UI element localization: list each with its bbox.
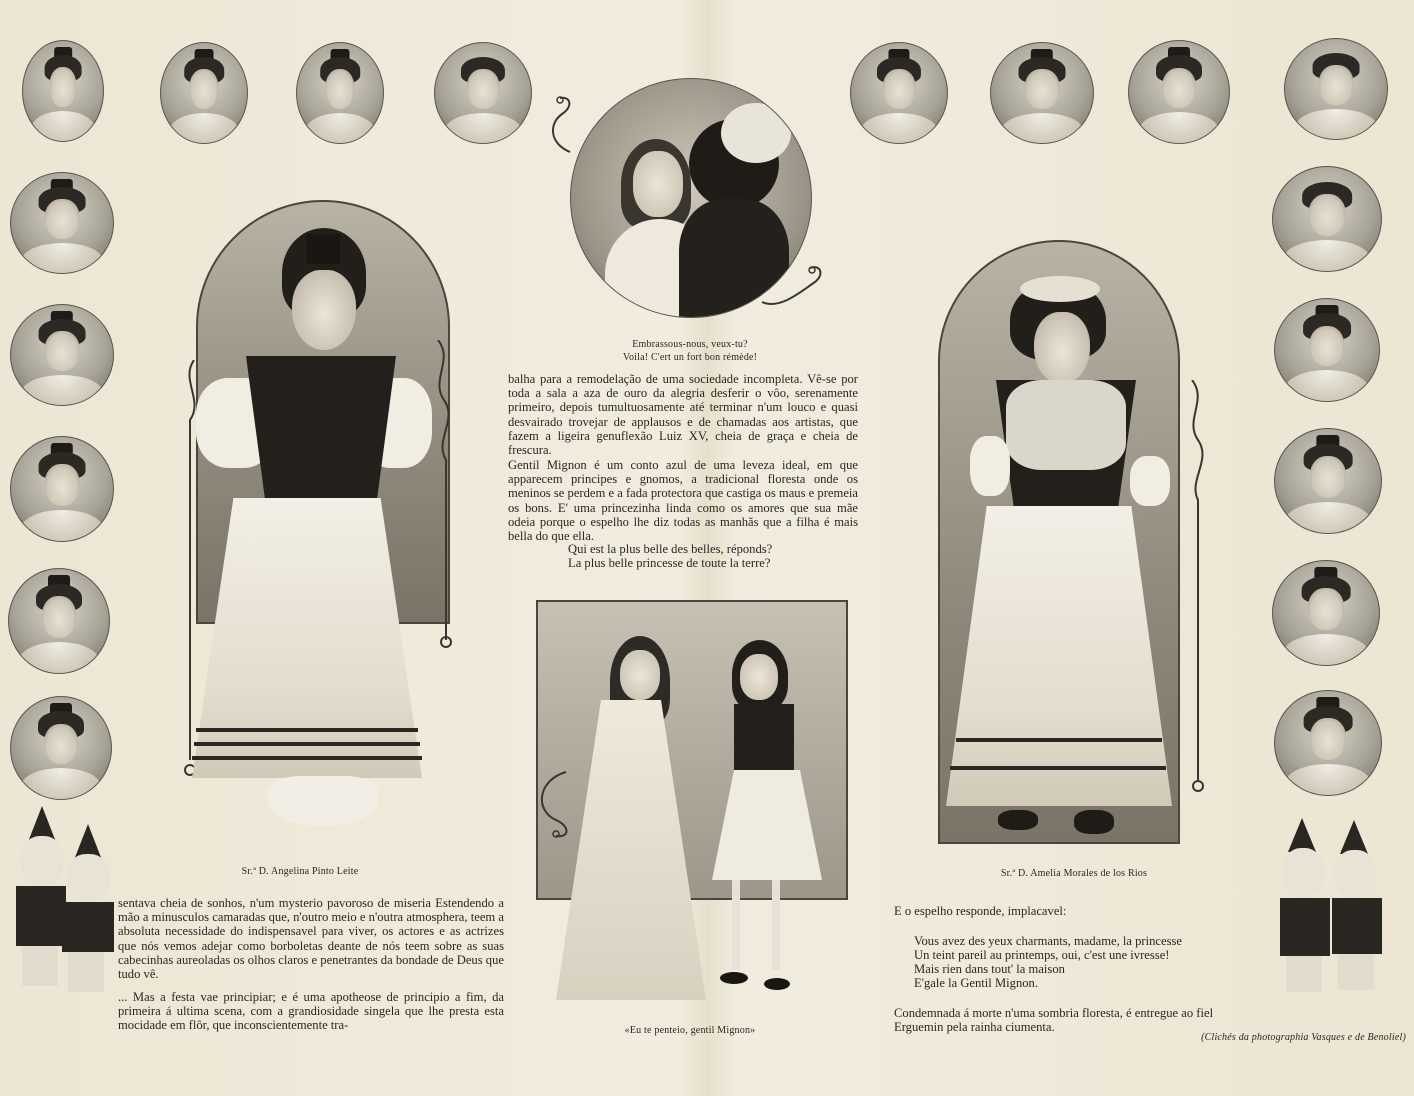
amelia-figure <box>940 276 1180 836</box>
portrait-medallion <box>8 568 110 674</box>
right-verse-line3: Mais rien dans tout' la maison <box>914 962 1065 976</box>
portrait-medallion <box>296 42 384 144</box>
right-portrait-caption: Sr.ª D. Amelia Morales de los Rios <box>1000 868 1148 879</box>
photo-ornament <box>526 770 576 840</box>
portrait-medallion <box>1274 298 1380 402</box>
center-verse-line1: Qui est la plus belle des belles, réponds? <box>568 542 773 556</box>
gnomes-right <box>1274 818 1384 998</box>
scroll-ornament <box>760 262 830 312</box>
right-intro: E o espelho responde, implacavel: <box>894 904 1067 918</box>
portrait-medallion <box>10 304 114 406</box>
gnomes-left <box>8 806 118 996</box>
portrait-medallion <box>10 172 114 274</box>
portrait-medallion <box>1274 690 1382 796</box>
top-center-caption-line2: Voila! C'ert un fort bon rémède! <box>622 352 758 363</box>
portrait-medallion <box>850 42 948 144</box>
center-verse-line2: La plus belle princesse de toute la terre? <box>568 556 771 570</box>
left-paragraph-2: ... Mas a festa vae principiar; e é uma apotheose de principio a fim, da primeira á ultima scena, com a grandiosidade singela que lhe presta esta mocidade em flôr, que inconscientemente tra- <box>118 990 504 1033</box>
scroll-ornament <box>540 94 580 154</box>
portrait-medallion <box>160 42 248 144</box>
portrait-medallion <box>1284 38 1388 140</box>
portrait-medallion <box>10 436 114 542</box>
portrait-medallion <box>990 42 1094 144</box>
right-closing-line1: Condemnada á morte n'uma sombria floresta, é entregue ao fiel <box>894 1006 1214 1020</box>
two-girls-photo <box>536 600 848 1010</box>
center-paragraph-2: Gentil Mignon é um conto azul de uma leveza ideal, em que apparecem principes e gnomos, a tradicional floresta onde os meninos se perdem e a fada protectora que castiga os maus e premeia os bons. E' uma princezinha linda como os amores que sua mãe odeia porque o espelho lhe diz todas as manhãs que a filha é mais bella do que ella. <box>508 458 858 544</box>
portrait-medallion <box>1272 560 1380 666</box>
portrait-medallion <box>10 696 112 800</box>
right-verse-line4: E'gale la Gentil Mignon. <box>914 976 1038 990</box>
left-paragraph-1: sentava cheia de sonhos, n'um mysterio pavoroso de miseria Estendendo a mão a minusculos camaradas que, n'outro meio e n'outra atmosphera, teem a absoluta necessidade do indispensavel para viver, os actores e as actrizes que nós vemos adejar como borboletas deante de nós teem sobre as suas cabecinhas aureoladas os olhos claros e penetrantes da bondade de Deus que tudo vê. <box>118 896 504 982</box>
portrait-medallion <box>1128 40 1230 144</box>
angelina-figure <box>186 228 446 838</box>
portrait-medallion <box>434 42 532 144</box>
right-verse-line2: Un teint pareil au printemps, oui, c'est une ivresse! <box>914 948 1170 962</box>
bottom-center-caption: «Eu te penteio, gentil Mignon» <box>624 1025 756 1036</box>
right-verse-line1: Vous avez des yeux charmants, madame, la princesse <box>914 934 1182 948</box>
portrait-medallion <box>1274 428 1382 534</box>
portrait-medallion <box>1272 166 1382 272</box>
photo-credit: (Clichés da photographia Vasques e de Benoliel) <box>1201 1032 1406 1043</box>
left-portrait-caption: Sr.ª D. Angelina Pinto Leite <box>241 866 359 877</box>
top-center-caption-line1: Embrassous-nous, veux-tu? <box>632 339 748 350</box>
right-closing-line2: Erguemin pela rainha ciumenta. <box>894 1020 1055 1034</box>
portrait-medallion <box>22 40 104 142</box>
center-paragraph-1: balha para a remodelação de uma sociedade incompleta. Vê-se por toda a sala a aza de ouro da alegria desferir o vôo, serenamente primeiro, depois tumultuosamente até terminar n'um louco e quasi desvairado trovejar de applausos e de chamadas aos artistas, que fazem a ligeira genuflexão Luiz XV, cheia de graça e cheia de frescura. <box>508 372 858 458</box>
right-frame-ornament <box>1176 380 1216 800</box>
